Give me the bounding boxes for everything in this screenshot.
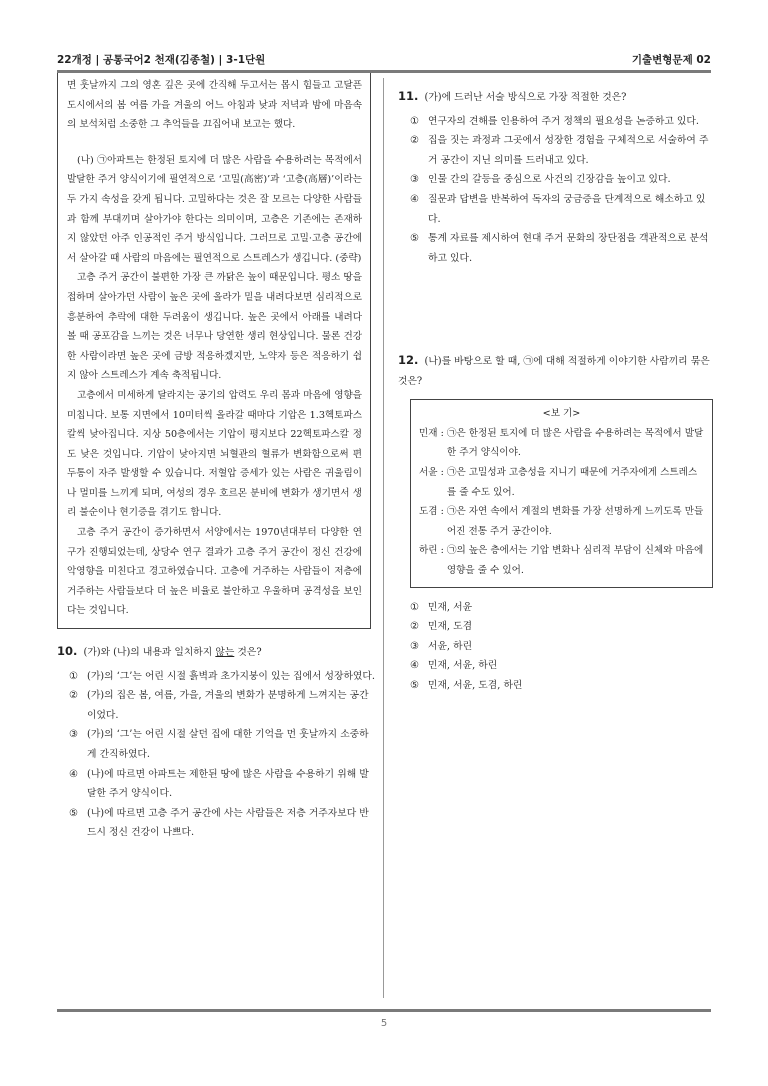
header-doc-title: 기출변형문제 02 — [631, 54, 711, 66]
question-stem — [398, 351, 713, 391]
example-row — [419, 541, 704, 580]
option-mark: ⑤ — [410, 679, 419, 691]
option-text: (나)에 따르면 아파트는 제한된 땅에 많은 사람을 수용하기 위해 발달한 주거 양식이다. — [87, 768, 369, 800]
answer-option[interactable] — [410, 637, 713, 657]
page-header — [57, 48, 711, 70]
option-mark: ⑤ — [69, 807, 78, 819]
speaker-name: 하린 : — [419, 545, 447, 557]
example-box — [410, 399, 713, 587]
stem-text: (가)에 드러난 서술 방식으로 가장 적절한 것은? — [424, 92, 627, 103]
question-number: 11. — [398, 89, 419, 103]
answer-option[interactable] — [410, 112, 713, 132]
option-text: 질문과 답변을 반복하여 독자의 궁금증을 단계적으로 해소하고 있다. — [428, 193, 706, 225]
answer-option[interactable] — [69, 667, 375, 687]
example-row — [419, 424, 704, 463]
passage-paragraph: 고층 주거 공간이 불편한 가장 큰 까닭은 높이 때문입니다. 평소 땅을 접하며 살아가던 사람이 높은 곳에 올라가 밑을 내려다보면 심리적으로 흥분하여 추락에 대한 두려움이 생깁니다. 높은 곳에서 아래를 내려다볼 때 공포감을 느끼는 것은 너무나 당연한 생리 현상입니다. 물론 건강한 사람이라면 높은 곳에 금방 적응하겠지만, 노약자 등은 적응하기 쉽지 않아 스트레스가 계속 축적됩니다. — [67, 272, 362, 382]
answer-option[interactable] — [69, 765, 375, 804]
question-10 — [57, 642, 375, 843]
option-mark: ② — [410, 621, 419, 633]
speaker-text: ㉠의 높은 층에서는 기압 변화나 심리적 부담이 신체와 마음에 영향을 줄 수 있어. — [446, 545, 704, 576]
passage-paragraph: 고층에서 미세하게 달라지는 공기의 압력도 우리 몸과 마음에 영향을 미칩니다. 보통 지면에서 10미터씩 올라갈 때마다 기압은 1.3헥토파스칼씩 낮아집니다. 지상 50층에서는 기압이 평지보다 22헥토파스칼 정도 낮은 것입니다. 기압이 낮아지면 뇌혈관의 혈류가 변화함으로써 편두통이 자주 발생할 수 있습니다. 저혈압 증세가 있는 사람은 귀울림이나 멀미를 느끼게 되며, 여성의 경우 호르몬 분비에 변화가 생기면서 생리 불순이나 현기증을 겪기도 합니다. — [67, 389, 362, 519]
option-text: 민재, 도겸 — [428, 621, 473, 633]
answer-option[interactable] — [410, 598, 713, 618]
option-mark: ④ — [410, 660, 419, 672]
footer-rule — [57, 1009, 711, 1012]
passage-paragraph: (나) ㉠아파트는 한정된 토지에 더 많은 사람을 수용하려는 목적에서 발달한 주거 양식이기에 필연적으로 ‘고밀(高密)’과 ‘고층(高層)’이라는 두 가지 속성을 갖게 됩니다. 고밀하다는 것은 잘 모르는 다양한 사람들과 함께 부대끼며 살아가야 한다는 의미이며, 고층은 기존에는 존재하지 않았던 아주 인공적인 주거 방식입니다. 그러므로 고밀·고층 공간에서 살아갈 때 사람의 마음에는 필연적으로 스트레스가 생깁니다. (중략) — [67, 154, 362, 264]
page-number: 5 — [380, 1018, 388, 1029]
question-number: 12. — [398, 353, 419, 367]
passage-paragraph: 면 훗날까지 그의 영혼 깊은 곳에 간직해 두고서는 몹시 힘들고 고달픈 도시에서의 봄 여름 가을 겨울의 어느 아침과 낮과 저녁과 밤에 마음속의 보석처럼 소중한 그 추억들을 끄집어내 보고는 했다. — [67, 80, 362, 131]
option-text: 집을 짓는 과정과 그곳에서 성장한 경험을 구체적으로 서술하여 주거 공간이 지닌 의미를 드러내고 있다. — [428, 135, 709, 166]
question-number: 10. — [57, 644, 78, 658]
option-mark: ③ — [69, 729, 78, 741]
example-row — [419, 463, 704, 502]
option-mark: ⑤ — [410, 233, 419, 245]
option-mark: ③ — [410, 640, 419, 652]
option-text: 연구자의 견해를 인용하여 주거 정책의 필요성을 논증하고 있다. — [428, 115, 699, 127]
answer-option[interactable] — [410, 190, 713, 229]
option-text: 서윤, 하린 — [428, 640, 473, 652]
answer-option[interactable] — [69, 725, 375, 764]
stem-underlined: 않는 — [215, 647, 235, 658]
option-text: (가)의 집은 봄, 여름, 가을, 겨울의 변화가 분명하게 느껴지는 공간이었다. — [87, 690, 369, 721]
example-row — [419, 502, 704, 541]
option-mark: ② — [69, 690, 78, 702]
stem-text: (나)를 바탕으로 할 때, ㉠에 대해 적절하게 이야기한 사람끼리 묶은 것은? — [398, 356, 710, 387]
option-mark: ② — [410, 135, 419, 147]
stem-text: (가)와 (나)의 내용과 일치하지 — [83, 647, 216, 658]
speaker-text: ㉠은 자연 속에서 계절의 변화를 가장 선명하게 느끼도록 만들어진 전통 주거 공간이야. — [446, 506, 704, 537]
option-mark: ① — [69, 670, 78, 682]
option-text: 민재, 서윤, 하린 — [428, 660, 498, 672]
question-11 — [398, 87, 713, 268]
option-text: (가)의 ‘그’는 어린 시절 살던 집에 대한 기억을 먼 훗날까지 소중하게 간직하였다. — [87, 729, 369, 760]
answer-option[interactable] — [410, 131, 713, 170]
column-divider — [383, 78, 384, 998]
question-stem — [398, 87, 713, 108]
option-text: 인물 간의 갈등을 중심으로 사건의 긴장감을 높이고 있다. — [428, 174, 671, 186]
answer-option[interactable] — [69, 804, 375, 843]
option-text: (나)에 따르면 고층 주거 공간에 사는 사람들은 저층 거주자보다 반드시 정신 건강이 나쁘다. — [87, 807, 369, 839]
answer-option[interactable] — [410, 229, 713, 268]
stem-text: 것은? — [234, 647, 262, 658]
option-mark: ④ — [410, 193, 419, 205]
option-text: 민재, 서윤, 도겸, 하린 — [428, 679, 523, 691]
speaker-name: 서윤 : — [419, 466, 447, 478]
speaker-name: 민재 : — [419, 427, 447, 439]
question-stem — [57, 642, 375, 663]
option-text: 민재, 서윤 — [428, 601, 473, 613]
option-mark: ③ — [410, 174, 419, 186]
speaker-text: ㉠은 고밀성과 고층성을 지니기 때문에 거주자에게 스트레스를 줄 수도 있어. — [446, 466, 698, 498]
speaker-text: ㉠은 한정된 토지에 더 많은 사람을 수용하려는 목적에서 발달한 주거 양식이야. — [446, 427, 704, 459]
option-mark: ④ — [69, 768, 78, 780]
question-12 — [398, 351, 713, 696]
option-mark: ① — [410, 601, 419, 613]
answer-option[interactable] — [410, 676, 713, 696]
answer-option[interactable] — [410, 617, 713, 637]
option-mark: ① — [410, 115, 419, 127]
option-text: (가)의 ‘그’는 어린 시절 흙벽과 초가지붕이 있는 집에서 성장하였다. — [87, 670, 375, 682]
option-text: 통계 자료를 제시하여 현대 주거 문화의 장단점을 객관적으로 분석하고 있다. — [428, 233, 709, 264]
passage-paragraph: 고층 주거 공간이 증가하면서 서양에서는 1970년대부터 다양한 연구가 진행되었는데, 상당수 연구 결과가 고층 주거 공간이 정신 건강에 악영향을 미친다고 경고하였습니다. 고층에 거주하는 사람들이 저층에 거주하는 사람들보다 더 높은 비율로 불안하고 우울하며 공격성을 보인다는 것입니다. — [67, 527, 362, 617]
speaker-name: 도겸 : — [419, 506, 447, 518]
example-box-title: <보 기> — [542, 408, 581, 420]
answer-option[interactable] — [410, 656, 713, 676]
header-course-info: 22개정 | 공통국어2 천재(김종철) | 3-1단원 — [57, 54, 266, 66]
answer-option[interactable] — [69, 686, 375, 725]
answer-option[interactable] — [410, 170, 713, 190]
reading-passage — [57, 73, 371, 629]
